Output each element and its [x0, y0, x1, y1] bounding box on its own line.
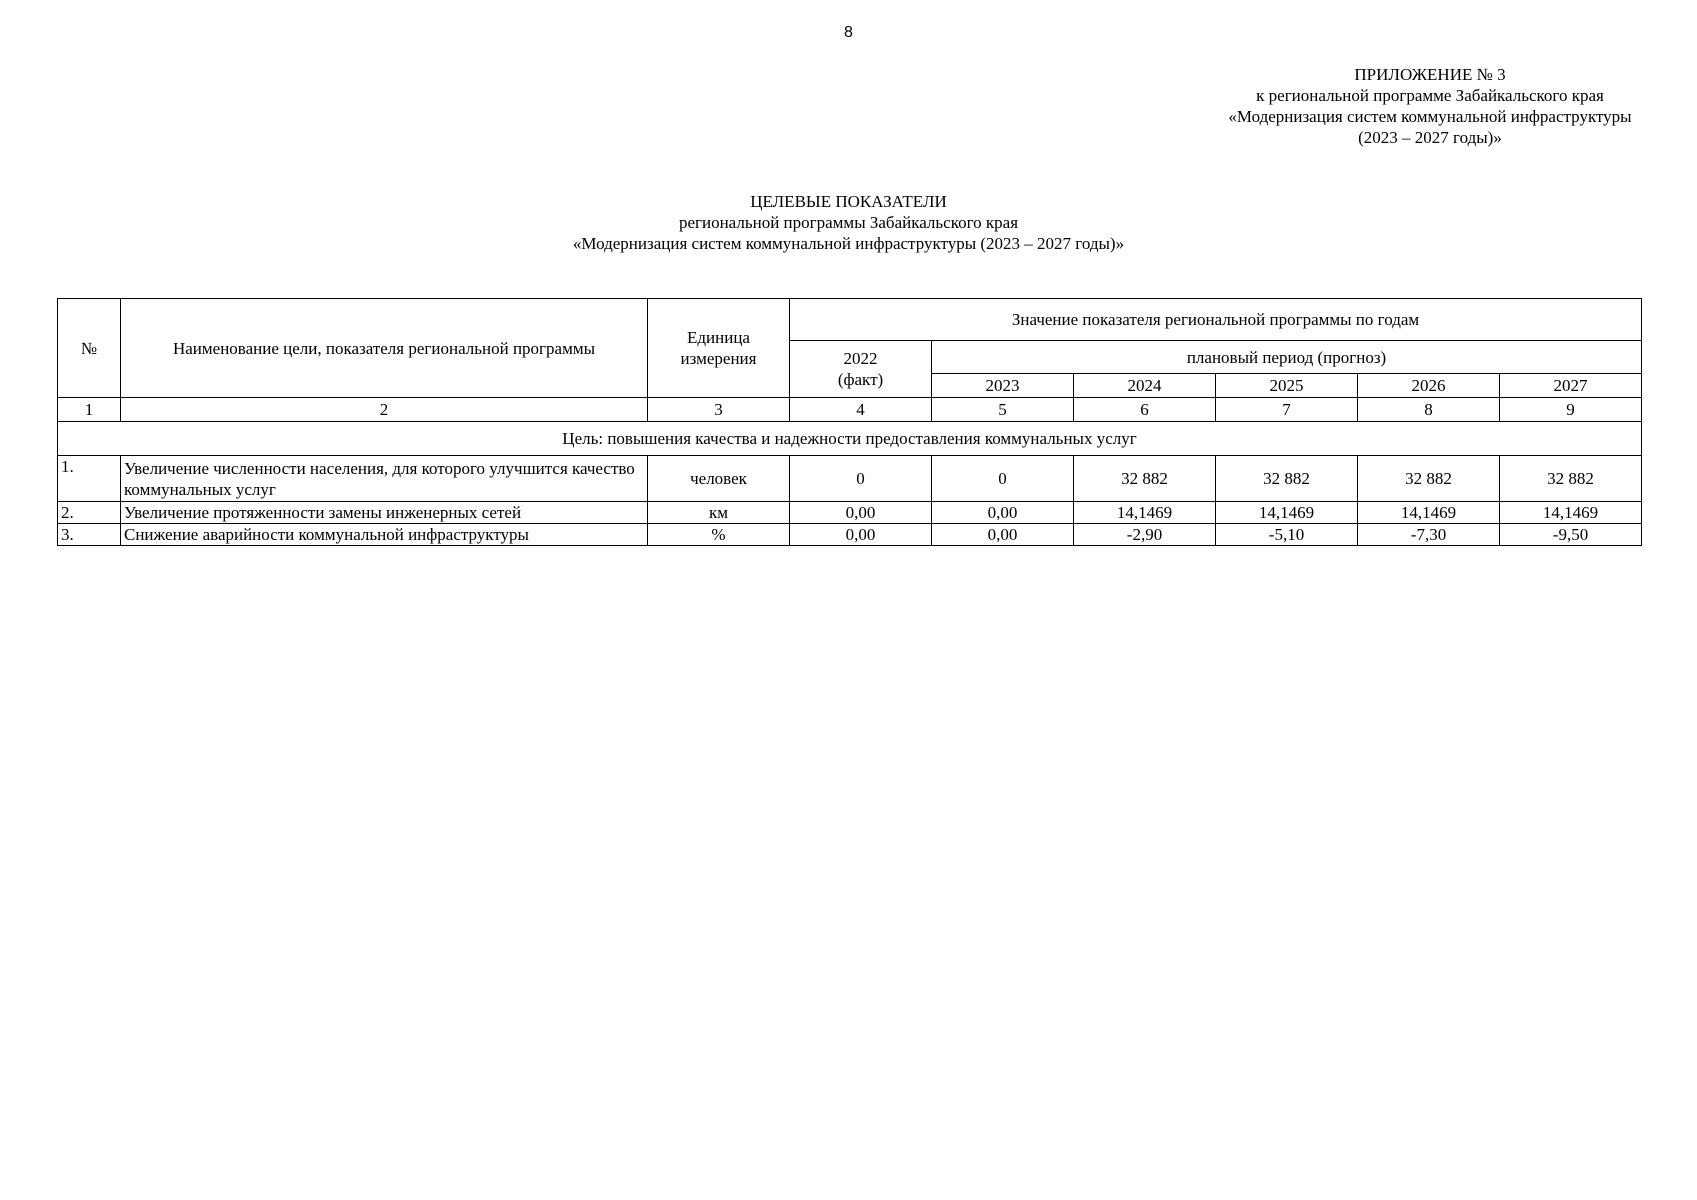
indicator-name: Увеличение численности населения, для которого улучшится качество коммунальных услуг [121, 456, 648, 502]
indicator-value: 0 [790, 456, 932, 502]
appendix-line: «Модернизация систем коммунальной инфраструктуры [1228, 107, 1632, 126]
column-number: 2 [121, 398, 648, 422]
indicator-value: -5,10 [1216, 524, 1358, 546]
row-number: 3. [58, 524, 121, 546]
table-row [58, 502, 1642, 524]
indicator-value: 14,1469 [1216, 502, 1358, 524]
row-number: 2. [58, 502, 121, 524]
title-line: «Модернизация систем коммунальной инфраструктуры (2023 – 2027 годы)» [572, 234, 1125, 253]
header-year: 2026 [1358, 374, 1500, 398]
appendix-block [1190, 64, 1670, 148]
page-number: 8 [844, 24, 853, 41]
header-fact [790, 341, 932, 398]
header-year: 2025 [1216, 374, 1358, 398]
title-line: региональной программы Забайкальского края [678, 213, 1019, 232]
appendix-line: к региональной программе Забайкальского края [1256, 86, 1604, 105]
column-number-row [58, 398, 1642, 422]
document-title [0, 191, 1697, 254]
indicator-value: 32 882 [1500, 456, 1642, 502]
row-number: 1. [58, 456, 121, 502]
indicator-value: 14,1469 [1500, 502, 1642, 524]
table-row [58, 524, 1642, 546]
indicator-unit: % [648, 524, 790, 546]
indicator-value: -9,50 [1500, 524, 1642, 546]
column-number: 1 [58, 398, 121, 422]
header-name: Наименование цели, показателя региональной программы [121, 299, 648, 398]
appendix-line: ПРИЛОЖЕНИЕ № 3 [1354, 65, 1506, 84]
header-fact-year: 2022 [843, 349, 878, 368]
appendix-line: (2023 – 2027 годы)» [1358, 128, 1502, 147]
indicators-table [57, 298, 1642, 546]
indicator-value: 0,00 [790, 524, 932, 546]
title-line: ЦЕЛЕВЫЕ ПОКАЗАТЕЛИ [750, 192, 947, 211]
indicator-value: 14,1469 [1074, 502, 1216, 524]
header-planned: плановый период (прогноз) [932, 341, 1642, 374]
goal-row [58, 422, 1642, 456]
indicator-name: Снижение аварийности коммунальной инфраструктуры [121, 524, 648, 546]
indicator-value: -7,30 [1358, 524, 1500, 546]
column-number: 6 [1074, 398, 1216, 422]
header-fact-label: (факт) [837, 370, 884, 389]
column-number: 3 [648, 398, 790, 422]
indicator-value: 0,00 [790, 502, 932, 524]
indicator-value: -2,90 [1074, 524, 1216, 546]
indicator-value: 0,00 [932, 524, 1074, 546]
header-num: № [58, 299, 121, 398]
indicator-unit: человек [648, 456, 790, 502]
indicator-value: 0 [932, 456, 1074, 502]
indicator-value: 0,00 [932, 502, 1074, 524]
indicator-value: 32 882 [1358, 456, 1500, 502]
column-number: 5 [932, 398, 1074, 422]
indicator-unit: км [648, 502, 790, 524]
indicator-value: 32 882 [1216, 456, 1358, 502]
header-row [58, 299, 1642, 341]
header-year: 2024 [1074, 374, 1216, 398]
indicator-value: 14,1469 [1358, 502, 1500, 524]
column-number: 9 [1500, 398, 1642, 422]
indicator-name: Увеличение протяженности замены инженерных сетей [121, 502, 648, 524]
header-unit: Единица измерения [648, 299, 790, 398]
header-year: 2027 [1500, 374, 1642, 398]
table-row [58, 456, 1642, 502]
header-year: 2023 [932, 374, 1074, 398]
indicator-value: 32 882 [1074, 456, 1216, 502]
column-number: 4 [790, 398, 932, 422]
column-number: 8 [1358, 398, 1500, 422]
header-values: Значение показателя региональной программы по годам [790, 299, 1642, 341]
column-number: 7 [1216, 398, 1358, 422]
goal-text: Цель: повышения качества и надежности предоставления коммунальных услуг [58, 422, 1642, 456]
